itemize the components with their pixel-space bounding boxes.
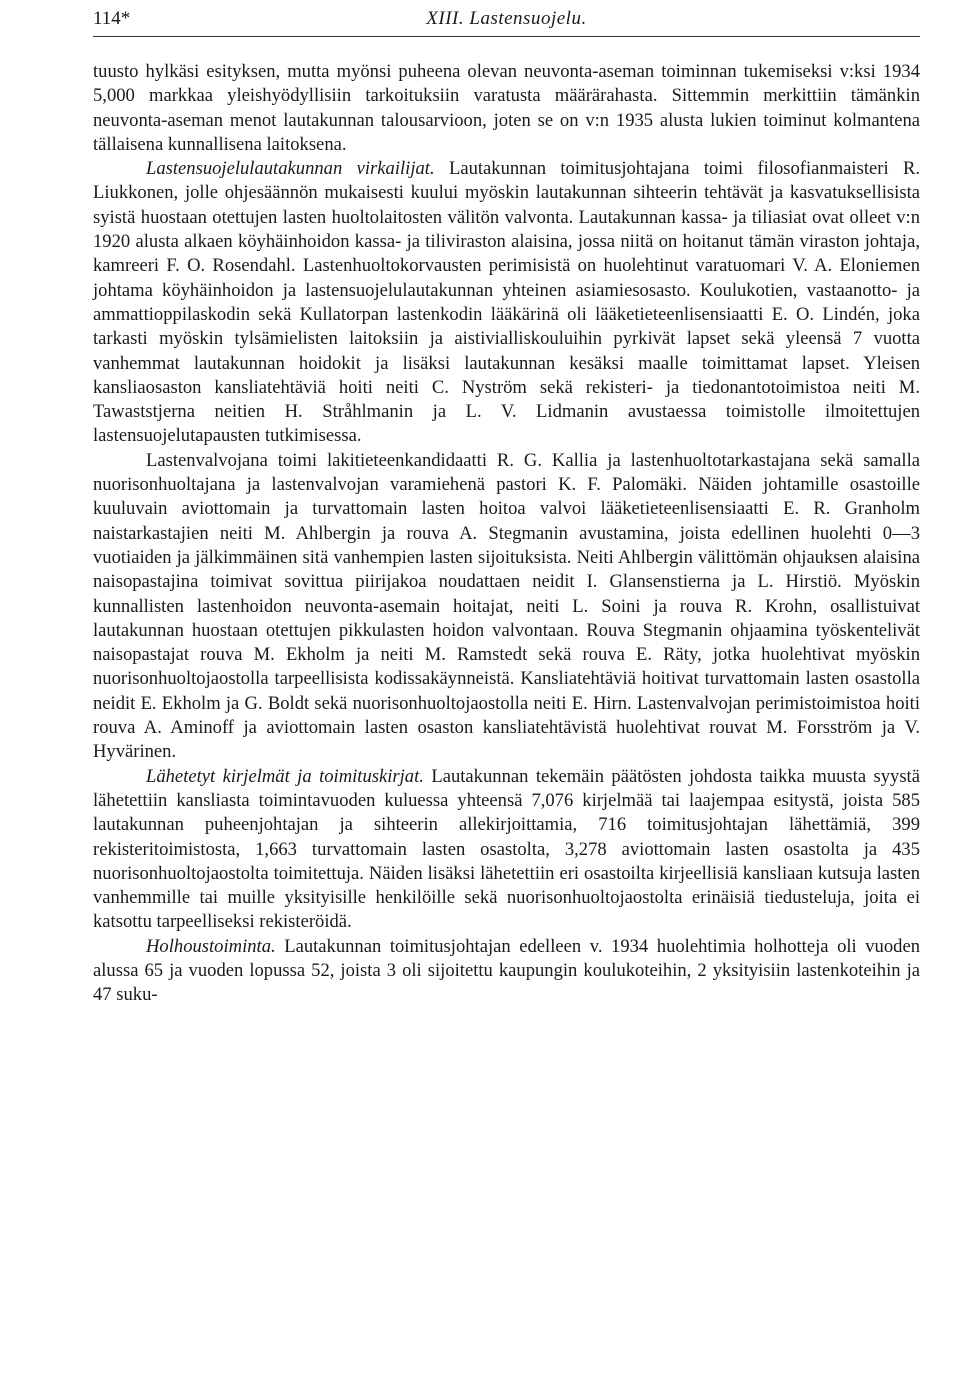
paragraph-text: Lautakunnan tekemäin päätösten johdosta taikka muusta syystä lähetettiin kansliasta toimintavuoden kuluessa yhteensä 7,076 kirjelmää tai laajempaa esitystä, joista 585 lautakunnan puheenjohtajan ja sihteerin allekirjoittamia, 716 toimitusjohtajan lähettämiä, 399 rekisteritoimistosta, 1,663 turvattomain lasten osastolta, 3,278 aviottomain lasten osastolta ja 435 nuorisonhuoltojaostolta toimitettuja. Näiden lisäksi lähetettiin eri osastoilta kirjeellisiä kansliaan kutsuja lasten vanhemmille tai muille yksityisille henkilöille sekä nuorisonhuoltojaostolta erinäisiä tiedusteluja, joita ei katsottu tarpeelliseksi rekisteröidä. (93, 765, 920, 933)
paragraph-2 (93, 157, 920, 449)
section-heading: Lastensuojelulautakunnan virkailijat. (146, 158, 435, 180)
paragraph-3 (93, 449, 920, 765)
header-rule (93, 36, 920, 37)
paragraph-text: Lautakunnan toimitusjohtajana toimi filosofianmaisteri R. Liukkonen, jolle ohjesäännön mukaisesti kuului myöskin lautakunnan sihteerin tehtävät ja kasvatuksellisista syistä huostaan otettujen lasten huoltolaitosten välitön valvonta. Lautakunnan kassa- ja tiliasiat ovat olleet v:n 1920 alusta alkaen köyhäinhoidon kassa- ja tiliviraston alaisina, jossa niitä on hoitanut tämän viraston johtaja, kamreeri F. O. Rosendahl. Lastenhuoltokorvausten perimisistä on huolehtinut varatuomari V. A. Eloniemen johtama köyhäinhoidon ja lastensuojelulautakunnan yhteinen asiamiesosasto. Koulukotien, vastaanotto- ja ammattioppilaskodin sekä Kullatorpan lastenkodin lääkärinä oli lääketieteenlisensiaatti E. O. Lindén, joka tarkasti myöskin tylsämielisten laitoksiin ja aistivialliskouluihin pyrkivät lapset sekä yleensä 7 vuotta vanhemmat lautakunnan hoidokit ja lisäksi lautakunnan kesäksi maalle toimittamat lapset. Yleisen kansliaosaston kansliatehtäviä hoiti neiti C. Nyström sekä rekisteri- ja tiedonantotoimistoa neiti M. Tawaststjerna neitien H. Stråhlmanin ja L. V. Lidmanin avustaessa toimistolle ilmoitettujen lastensuojelutapausten tutkimisessa. (93, 158, 921, 447)
section-heading: Holhoustoiminta. (146, 935, 276, 957)
paragraph-5 (93, 935, 920, 1008)
running-head: XIII. Lastensuojelu. (426, 8, 587, 29)
page-number: 114* (93, 8, 131, 29)
paragraph-text: tuusto hylkäsi esityksen, mutta myönsi puheena olevan neuvonta-aseman toiminnan tukemiseksi v:ksi 1934 5,000 markkaa yleishyödyllisiin tarkoituksiin varatusta määrärahasta. Sittemmin merkittiin tämänkin neuvonta-aseman menot lautakunnan talousarvioon, joten se on v:n 1935 alusta lukien toiminut kolmantena tällaisena kunnallisena laitoksena. (93, 61, 920, 155)
paragraph-text: Lastenvalvojana toimi lakitieteenkandidaatti R. G. Kallia ja lastenhuoltotarkastajana sekä samalla nuorisonhuoltajana ja lastenvalvojan varamiehenä pastori K. F. Palomäki. Näiden johtamille osastoille kuuluvain aviottomain ja turvattomain lasten hoitoa valvoi lääketieteenlisensiaatti E. R. Granholm naistarkastajien neiti M. Ahlbergin ja rouva A. Stegmanin avustamina, joista edellinen huolehti 0—3 vuotiaiden ja jälkimmäinen sitä vanhempien lasten sijoituksista. Neiti Ahlbergin välittömän ohjauksen alaisina naisopastajina toimivat sovittua piirijakoa noudattaen neidit I. Glansenstierna ja L. Hirstiö. Myöskin kunnallisten lastenhoidon neuvonta-asemain hoitajat, neiti L. Soini ja rouva R. Krohn, osallistuivat lautakunnan huostaan otettujen pikkulasten hoidon valvontaan. Rouva Stegmanin ohjaamina työskentelivät naisopastajat rouva M. Ekholm ja neiti M. Ramstedt sekä rouva E. Räty, jotka huolehtivat myöskin nuorisonhuoltojaostolla tarpeellisista kodissakäynneistä. Kansliatehtäviä hoitivat turvattomain lasten osastolla neidit E. Ekholm ja G. Boldt sekä nuorisonhuoltojaostolla neiti E. Hirn. Lastenvalvojan perimistoimistoa hoiti rouva A. Aminoff ja aviottomain lasten osaston kansliatehtävistä huolehtivat rouvat M. Forsström ja V. Hyvärinen. (93, 449, 920, 763)
paragraph-1 (93, 60, 920, 157)
paragraph-text: Lautakunnan toimitusjohtajan edelleen v. 1934 huolehtimia holhotteja oli vuoden alussa 65 ja vuoden lopussa 52, joista 3 oli sijoitettu kaupungin koulukoteihin, 2 yksityisiin lastenkoteihin ja 47 suku- (93, 935, 920, 1006)
section-heading: Lähetetyt kirjelmät ja toimituskirjat. (146, 765, 424, 787)
paragraph-4 (93, 765, 920, 935)
page-body (93, 60, 920, 1008)
page-header (93, 2, 920, 36)
